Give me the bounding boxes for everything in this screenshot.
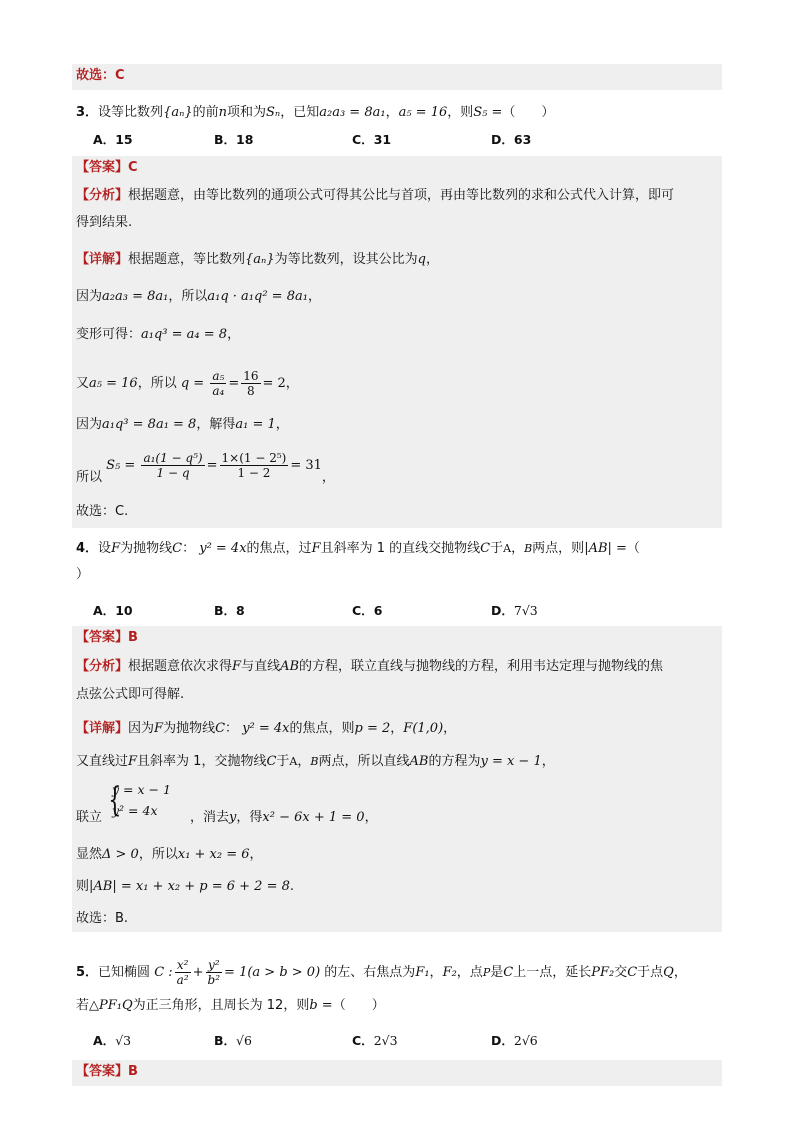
math-fraction	[175, 958, 191, 987]
q3-answer	[76, 158, 138, 178]
q3-detail-line6	[76, 448, 335, 484]
math-f1: F₁	[415, 965, 430, 980]
option-letter: A．	[93, 603, 116, 618]
math-eq: a₁ = 1	[235, 417, 276, 432]
math-eq: a₁q³ = 8a₁ = 8	[102, 417, 197, 432]
fraction-denominator: 8	[247, 384, 255, 398]
detail-text: 因为	[76, 417, 103, 432]
q3-detail-line4	[76, 368, 299, 400]
math-c: C	[627, 965, 638, 980]
math-f: F	[154, 721, 164, 736]
q5-text: ，	[429, 965, 443, 980]
detail-text: ，得	[236, 810, 263, 825]
math-ab: AB	[409, 754, 429, 769]
detail-text: ，	[390, 721, 404, 736]
math-plus: +	[192, 965, 204, 980]
detail-text: 为等比数列，设其公比为	[274, 252, 418, 267]
q3-text: 项和为	[227, 105, 267, 120]
fraction-denominator: b²	[207, 973, 221, 987]
math-q: Q	[663, 965, 674, 980]
option-letter: D．	[491, 603, 514, 618]
system-eq2: y² = 4x	[112, 803, 158, 818]
math-c: C	[503, 965, 514, 980]
detail-text: 于	[276, 754, 290, 769]
q4-text: 的焦点，过	[246, 541, 312, 556]
q3-detail-line5	[76, 415, 289, 435]
q4-detail-line2	[76, 752, 555, 772]
option-letter: C．	[352, 132, 374, 147]
math-c: C	[266, 754, 277, 769]
q4-text: 于	[490, 541, 504, 556]
analysis-text: 根据题意，由等比数列的通项公式可得其公比与首项，再由等比数列的求和公式代入计算，即可	[128, 188, 675, 203]
math-eq: x² − 6x + 1 = 0	[262, 810, 365, 825]
math-fraction	[210, 369, 226, 398]
q3-text: 设等比数列	[98, 105, 164, 120]
option-letter: B．	[214, 132, 237, 147]
math-c: C	[172, 541, 183, 556]
q5-answer	[76, 1062, 138, 1082]
option-value: 6	[373, 603, 383, 618]
math-fraction	[206, 958, 223, 987]
math-p: P	[482, 966, 491, 979]
q3-math-target: S₅ =	[473, 105, 503, 120]
fraction-numerator: 1×(1 − 2⁵)	[221, 451, 287, 465]
analysis-label: 【分析】	[76, 188, 129, 203]
q4-text: 两点，则	[532, 541, 585, 556]
q3-option-d	[491, 130, 531, 150]
option-letter: D．	[491, 132, 514, 147]
detail-text: ，所以	[138, 847, 178, 862]
q3-math-cond1: a₂a₃ = 8a₁	[319, 105, 386, 120]
q3-option-a	[93, 130, 133, 150]
option-letter: A．	[93, 132, 116, 147]
q5-number: 5．	[76, 965, 99, 980]
answer-value: C	[128, 160, 138, 175]
answer-label: 【答案】	[76, 160, 129, 175]
math-delta: Δ > 0	[102, 847, 139, 862]
math-a: A	[503, 542, 512, 555]
option-letter: B．	[214, 603, 237, 618]
math-pf2: PF₂	[591, 965, 615, 980]
math-c: C	[480, 541, 491, 556]
q4-detail-line1	[76, 719, 456, 739]
option-value: 63	[513, 132, 532, 147]
q4-option-c	[352, 601, 382, 621]
detail-text: 联立	[76, 810, 103, 825]
detail-text: ，所以	[168, 289, 208, 304]
detail-text: 则	[76, 879, 90, 894]
detail-label: 【详解】	[76, 252, 129, 267]
q4-paren: （	[626, 541, 640, 556]
q4-text: 且斜率为 1 的直线交抛物线	[320, 541, 481, 556]
q3-math-cond2: a₅ = 16	[398, 105, 448, 120]
final-answer-text: 故选：B.	[76, 911, 129, 926]
math-f: F	[232, 659, 242, 674]
option-letter: A．	[93, 1033, 116, 1048]
q3-detail-line1	[76, 250, 439, 270]
detail-text: ，	[285, 376, 299, 391]
q5-option-a	[93, 1031, 131, 1051]
option-value: 2√6	[513, 1033, 538, 1048]
answer-label: 【答案】	[76, 1064, 129, 1079]
math-eq: a₂a₃ = 8a₁	[102, 289, 169, 304]
math-ab: AB	[280, 659, 300, 674]
q5-stem-line2	[76, 996, 385, 1016]
q3-text: ，已知	[280, 105, 320, 120]
option-value: 18	[236, 132, 254, 147]
fraction-numerator: y²	[206, 958, 223, 973]
detail-text: ，消去	[190, 810, 230, 825]
math-eq: a₅ = 16	[89, 376, 138, 391]
option-value: 15	[115, 132, 133, 147]
solution-band-q2	[72, 64, 722, 90]
option-value: 8	[236, 603, 245, 618]
option-value: 10	[115, 603, 133, 618]
q3-detail-line2	[76, 287, 321, 307]
q3-math-sn: Sₙ	[266, 105, 281, 120]
q5-text: 上一点，延长	[513, 965, 592, 980]
math-c: C	[215, 721, 226, 736]
math-sum: x₁ + x₂ = 6	[177, 847, 250, 862]
math-curve: y² = 4x	[199, 541, 247, 556]
math-p: p = 2	[354, 721, 391, 736]
detail-text: 根据题意，等比数列	[128, 252, 246, 267]
math-eq: |AB| = x₁ + x₂ + p = 6 + 2 = 8	[89, 879, 290, 894]
detail-text: ，	[275, 417, 289, 432]
detail-text: ，	[541, 754, 555, 769]
fraction-numerator: a₅	[212, 369, 225, 383]
previous-answer-text: 故选：C	[76, 68, 125, 83]
fraction-denominator: a²	[176, 973, 189, 987]
detail-text: ：	[225, 721, 239, 736]
q5-text: 若	[76, 998, 90, 1013]
q5-text: 的左、右焦点为	[324, 965, 416, 980]
q3-number: 3．	[76, 105, 99, 120]
previous-answer-line	[76, 66, 125, 86]
option-value: √6	[236, 1033, 252, 1048]
math-eq: a₁q · a₁q² = 8a₁	[207, 289, 308, 304]
detail-text: 且斜率为 1，交抛物线	[137, 754, 267, 769]
q4-analysis-line2	[76, 685, 184, 705]
math-line: y = x − 1	[480, 754, 542, 769]
q4-detail-line4	[76, 845, 263, 865]
analysis-text: 与直线	[241, 659, 281, 674]
detail-text: 因为	[128, 721, 155, 736]
fraction-numerator: a₁(1 − q⁵)	[143, 451, 203, 465]
q3-analysis-line1	[76, 186, 674, 206]
fraction-numerator: 16	[243, 369, 259, 383]
math-q: q	[417, 252, 426, 267]
detail-text: ，解得	[196, 417, 236, 432]
q5-text: 是	[490, 965, 504, 980]
q4-paren: ）	[76, 567, 90, 582]
q5-text: 为正三角形，且周长为 12，则	[132, 998, 310, 1013]
q3-final	[76, 502, 128, 522]
detail-text: 又直线过	[76, 754, 129, 769]
math-triangle: △PF₁Q	[89, 998, 133, 1013]
q4-option-a	[93, 601, 133, 621]
q3-paren: （ ）	[502, 105, 555, 120]
q4-text: 设	[98, 541, 112, 556]
math-b: B	[310, 755, 319, 768]
option-letter: C．	[352, 1033, 374, 1048]
q5-stem-line1	[76, 956, 687, 990]
option-value: 2√3	[373, 1033, 398, 1048]
detail-text: ，	[321, 470, 335, 485]
q4-analysis-line1	[76, 657, 663, 677]
detail-text: 又	[76, 376, 90, 391]
option-value: 31	[373, 132, 392, 147]
q5-text: ，点	[456, 965, 483, 980]
math-ab: |AB| =	[584, 541, 627, 556]
q3-option-b	[214, 130, 253, 150]
detail-text: 的焦点，则	[289, 721, 355, 736]
detail-text: 的方程为	[428, 754, 481, 769]
math-fraction	[220, 451, 289, 480]
math-seq: {aₙ}	[245, 252, 275, 267]
q4-detail-line3	[76, 808, 378, 828]
q4-text: ：	[182, 541, 196, 556]
math-eq: a₁q³ = a₄ = 8	[141, 327, 228, 342]
detail-text: .	[289, 879, 295, 894]
fraction-denominator: 1 − q	[156, 466, 190, 480]
detail-text: ，	[364, 810, 378, 825]
math-result: = 2	[262, 376, 286, 391]
math-s5: S₅ =	[106, 458, 136, 473]
math-equals: =	[228, 376, 240, 391]
analysis-text: 根据题意依次求得	[128, 659, 233, 674]
detail-text: 变形可得：	[76, 327, 142, 342]
q3-option-c	[352, 130, 391, 150]
q4-text: 为抛物线	[120, 541, 173, 556]
analysis-label: 【分析】	[76, 659, 129, 674]
final-answer-text: 故选：C.	[76, 504, 129, 519]
q4-final	[76, 909, 128, 929]
math-f: F	[311, 541, 321, 556]
detail-text: 两点，所以直线	[318, 754, 410, 769]
math-fraction	[141, 451, 204, 480]
math-f: F	[111, 541, 121, 556]
q4-option-b	[214, 601, 245, 621]
analysis-text: 得到结果.	[76, 215, 133, 230]
q3-text: ，则	[447, 105, 474, 120]
fraction-numerator: x²	[175, 958, 191, 973]
system-eq1: y = x − 1	[112, 782, 171, 797]
solution-band-q5	[72, 1060, 722, 1086]
q4-option-d	[491, 601, 538, 621]
answer-value: B	[128, 1064, 138, 1079]
math-ellipse-rest: = 1(a > b > 0)	[224, 965, 321, 980]
detail-label: 【详解】	[76, 721, 129, 736]
detail-text: 因为	[76, 289, 103, 304]
answer-label: 【答案】	[76, 630, 129, 645]
detail-text: ，	[425, 252, 439, 267]
math-result: = 31	[290, 458, 322, 473]
q4-stem-line2	[76, 565, 89, 585]
analysis-text: 点弦公式即可得解.	[76, 687, 185, 702]
math-y: y	[229, 810, 237, 825]
math-q: q =	[180, 376, 205, 391]
q5-option-d	[491, 1031, 538, 1051]
math-c: C :	[154, 965, 173, 980]
q3-math-n: n	[218, 105, 228, 120]
analysis-text: 的方程，联立直线与抛物线的方程，利用韦达定理与抛物线的焦	[299, 659, 664, 674]
math-focus: F(1,0)	[403, 721, 444, 736]
detail-text: 为抛物线	[163, 721, 216, 736]
math-fraction	[241, 369, 260, 398]
fraction-denominator: 1 − 2	[237, 466, 271, 480]
q5-text: ，	[673, 965, 687, 980]
detail-text: 显然	[76, 847, 103, 862]
option-letter: D．	[491, 1033, 514, 1048]
q3-math-seq: {aₙ}	[163, 105, 193, 120]
q3-analysis-line2	[76, 213, 132, 233]
q5-paren: （ ）	[332, 998, 385, 1013]
option-value: 7√3	[513, 603, 538, 618]
answer-value: B	[128, 630, 138, 645]
q5-option-c	[352, 1031, 398, 1051]
detail-text: ，所以	[137, 376, 177, 391]
system-brace: {	[108, 780, 122, 820]
q5-text: 交	[614, 965, 628, 980]
fraction-denominator: a₄	[212, 384, 225, 398]
math-f: F	[128, 754, 138, 769]
q3-stem	[76, 103, 554, 123]
detail-text: ，	[307, 289, 321, 304]
detail-text: ，	[227, 327, 241, 342]
detail-text: ，	[297, 754, 311, 769]
math-curve: y² = 4x	[242, 721, 290, 736]
q5-text: 于点	[637, 965, 664, 980]
option-value: √3	[115, 1033, 132, 1048]
detail-text: ，	[249, 847, 263, 862]
q3-text: ，	[385, 105, 399, 120]
math-f2: F₂	[442, 965, 457, 980]
q3-text: 的前	[192, 105, 219, 120]
q4-text: ，	[511, 541, 525, 556]
detail-text: 所以	[76, 470, 103, 485]
q4-number: 4．	[76, 541, 99, 556]
math-b: b =	[309, 998, 333, 1013]
math-a: A	[289, 755, 298, 768]
q4-stem-line1	[76, 539, 640, 559]
q4-detail-line5	[76, 877, 294, 897]
q5-option-b	[214, 1031, 252, 1051]
option-letter: C．	[352, 603, 374, 618]
option-letter: B．	[214, 1033, 237, 1048]
math-equals: =	[206, 458, 218, 473]
q5-text: 已知椭圆	[98, 965, 151, 980]
q3-detail-line3	[76, 325, 240, 345]
math-b: B	[524, 542, 533, 555]
q4-answer	[76, 628, 138, 648]
detail-text: ，	[443, 721, 457, 736]
